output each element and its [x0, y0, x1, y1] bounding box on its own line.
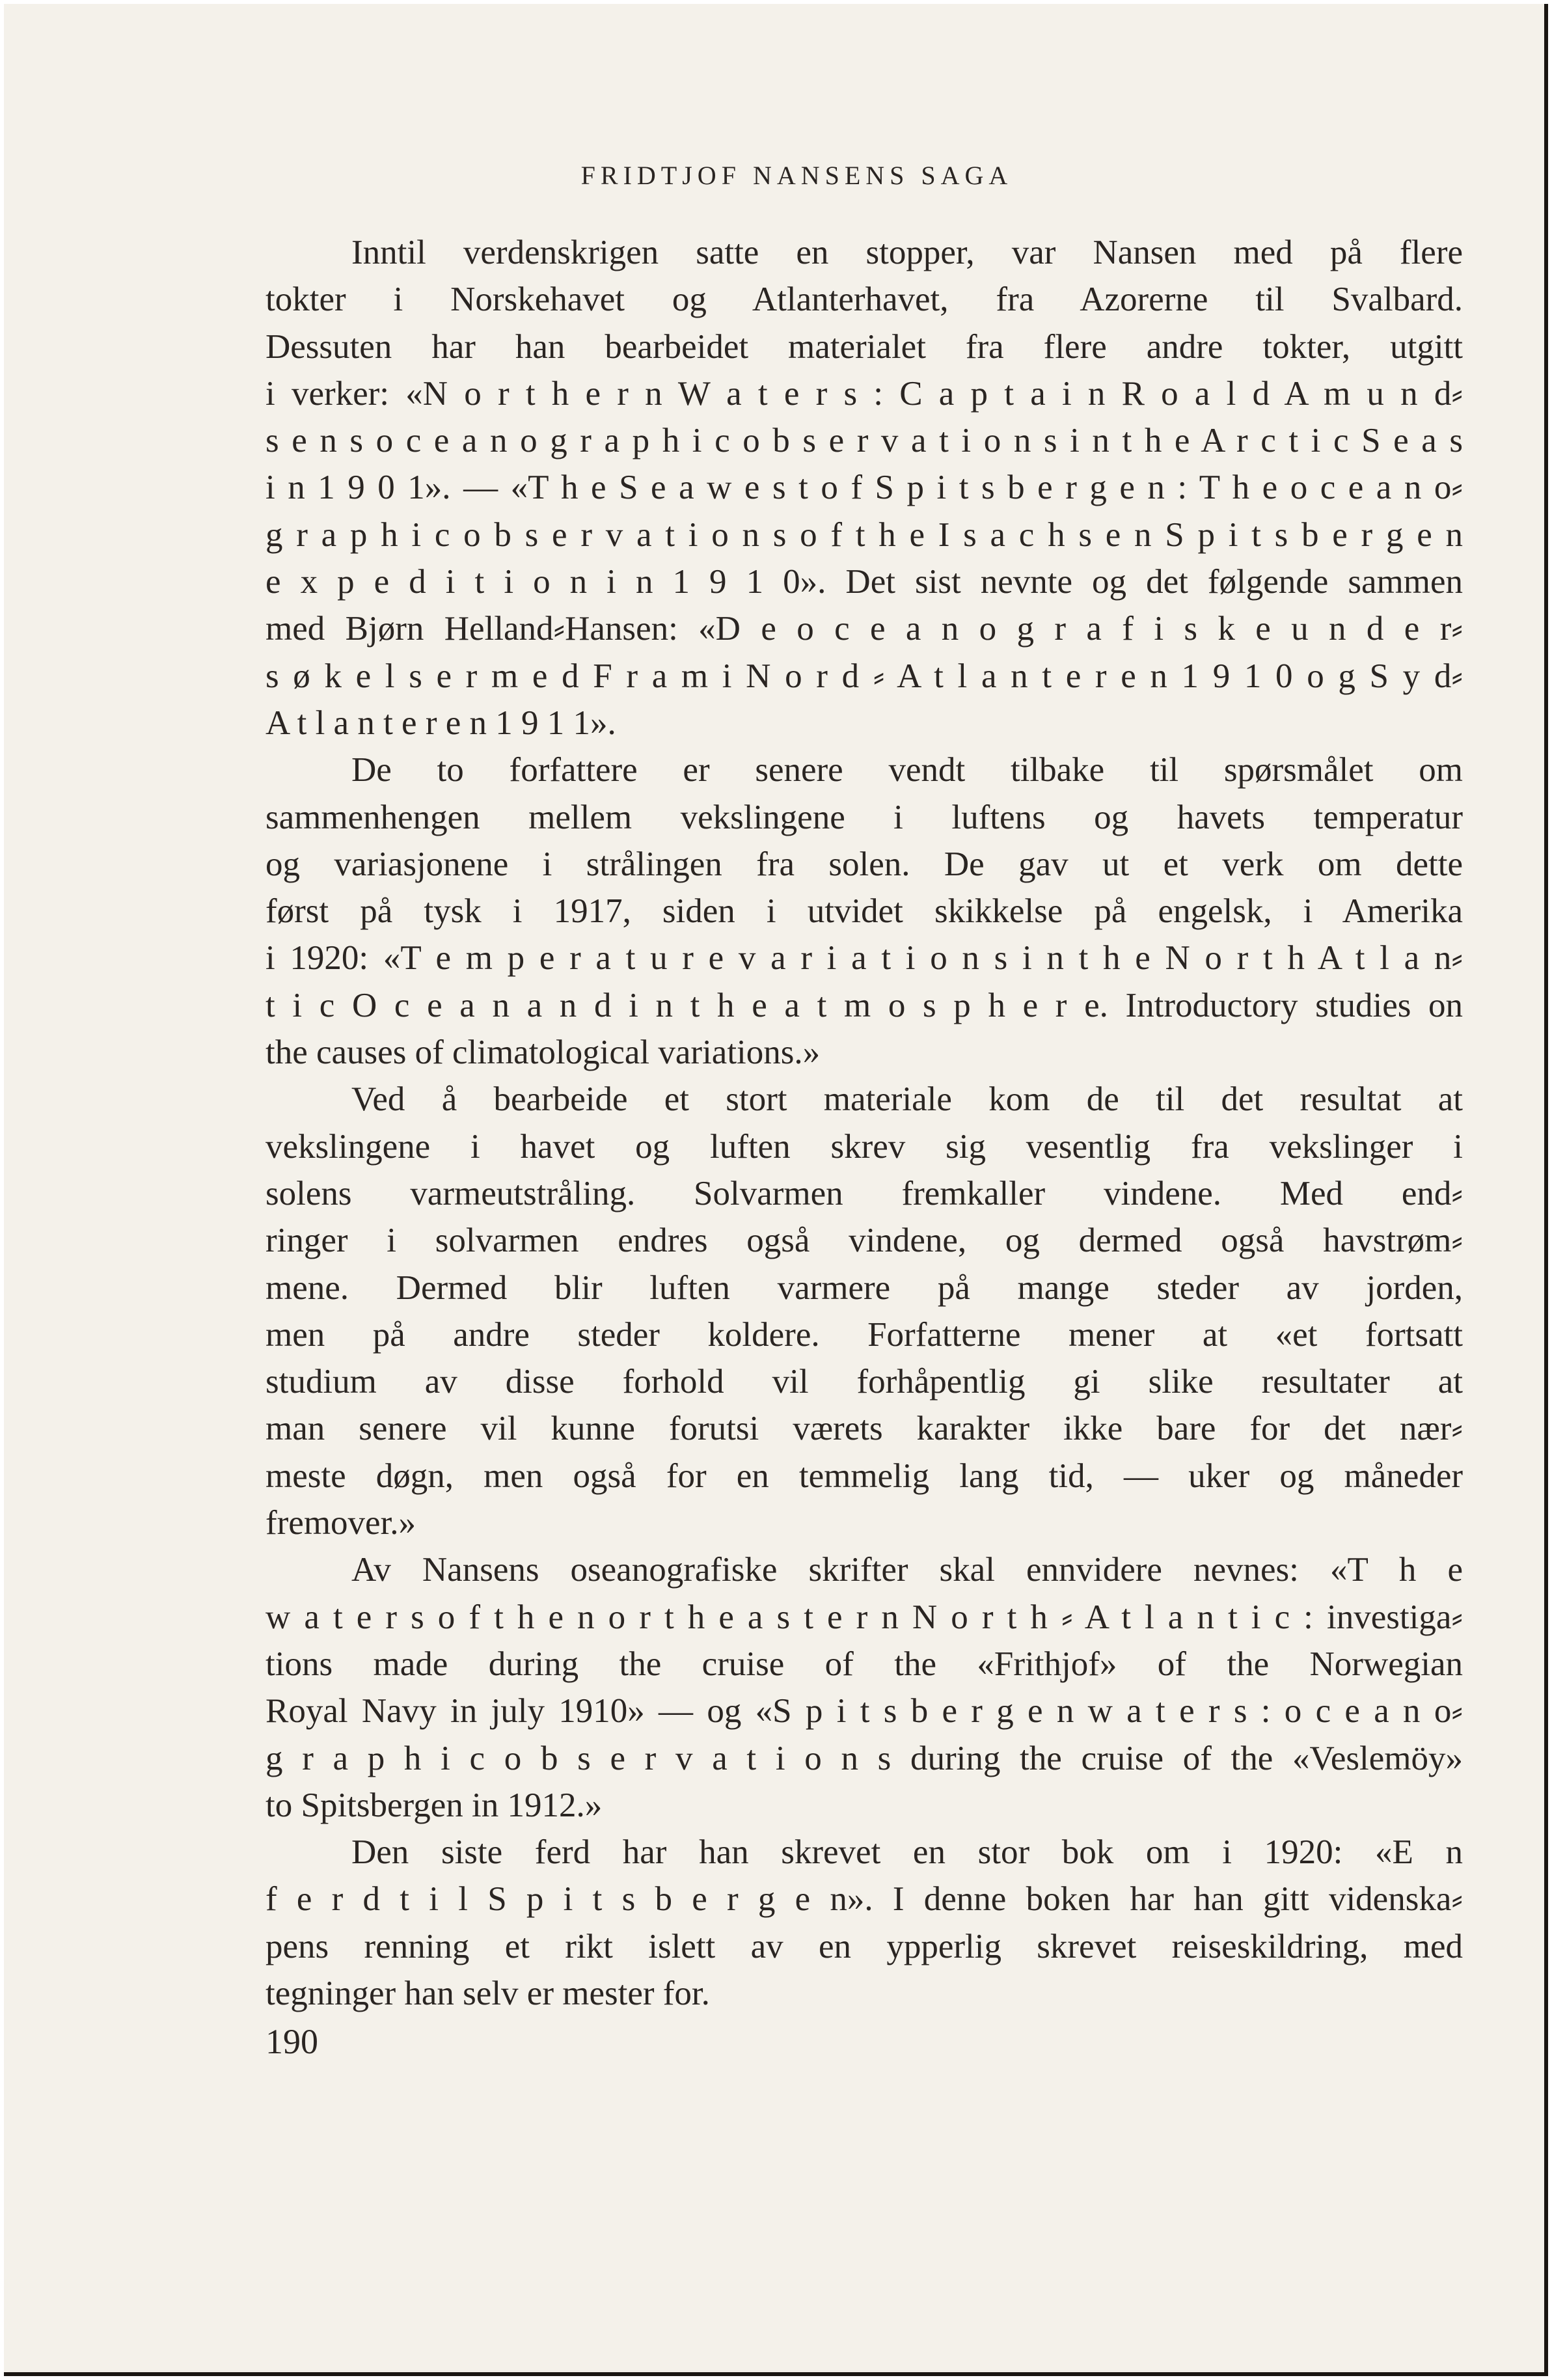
body-text — [265, 229, 1463, 2017]
text-line: f e r d t i l S p i t s b e r g e n». I denne boken har han gitt videnska⸗ — [265, 1880, 1463, 1919]
book-page — [4, 4, 1548, 2376]
text-line: De to forfattere er senere vendt tilbake til spørsmålet om — [351, 751, 1463, 789]
text-line: the causes of climatological variations.» — [265, 1033, 821, 1072]
text-line: pens renning et rikt islett av en ypperlig skrevet reiseskildring, med — [265, 1927, 1463, 1965]
text-line: først på tysk i 1917, siden i utvidet skikkelse på engelsk, i Amerika — [265, 892, 1463, 931]
text-line: Inntil verdenskrigen satte en stopper, var Nansen med på flere — [351, 234, 1463, 271]
text-line: e x p e d i t i o n i n 1 9 1 0». Det sist nevnte og det følgende sammen — [265, 563, 1463, 601]
text-line: g r a p h i c o b s e r v a t i o n s o f t h e I s a c h s e n S p i t s b e r g e n — [265, 515, 1463, 554]
text-line: i n 1 9 0 1». — «T h e S e a w e s t o f S p i t s b e r g e n : T h e o c e a n o⸗ — [265, 469, 1463, 507]
text-line: t i c O c e a n a n d i n t h e a t m o s p h e r e. Introductory studies on — [265, 986, 1463, 1024]
text-line: i 1920: «T e m p e r a t u r e v a r i a t i o n s i n t h e N o r t h A t l a n⸗ — [265, 939, 1463, 978]
text-line: tokter i Norskehavet og Atlanterhavet, fra Azorerne til Svalbard. — [265, 280, 1463, 319]
text-line: vekslingene i havet og luften skrev sig vesentlig fra vekslinger i — [265, 1127, 1463, 1166]
text-line: w a t e r s o f t h e n o r t h e a s t e r n N o r t h ⸗ A t l a n t i c : investiga⸗ — [265, 1598, 1463, 1636]
text-line: Royal Navy in july 1910» — og «S p i t s b e r g e n w a t e r s : o c e a n o⸗ — [265, 1692, 1463, 1730]
page-number: 190 — [265, 2022, 318, 2061]
text-line: Den siste ferd har han skrevet en stor bok om i 1920: «E n — [351, 1833, 1463, 1872]
text-line: to Spitsbergen in 1912.» — [265, 1786, 603, 1824]
text-line: s ø k e l s e r m e d F r a m i N o r d ⸗ A t l a n t e r e n 1 9 1 0 o g S y d⸗ — [265, 657, 1463, 695]
text-line: og variasjonene i strålingen fra solen. De gav ut et verk om dette — [265, 845, 1463, 883]
text-line: solens varmeutstråling. Solvarmen fremkaller vindene. Med end⸗ — [265, 1174, 1463, 1212]
text-line: Av Nansens oseanografiske skrifter skal ennvidere nevnes: «T h e — [351, 1551, 1463, 1589]
text-line: A t l a n t e r e n 1 9 1 1». — [265, 704, 616, 742]
text-line: tegninger han selv er mester for. — [265, 1974, 710, 2012]
text-line: studium av disse forhold vil forhåpentlig gi slike resultater at — [265, 1363, 1463, 1401]
text-line: tions made during the cruise of the «Frithjof» of the Norwegian — [265, 1645, 1463, 1683]
text-line: men på andre steder koldere. Forfatterne mener at «et fortsatt — [265, 1315, 1463, 1354]
text-line: mene. Dermed blir luften varmere på mange steder av jorden, — [265, 1268, 1463, 1307]
text-line: Ved å bearbeide et stort materiale kom de til det resultat at — [351, 1080, 1463, 1119]
text-line: i verker: «N o r t h e r n W a t e r s : C a p t a i n R o a l d A m u n d⸗ — [265, 374, 1463, 413]
text-line: med Bjørn Helland⸗Hansen: «D e o c e a n o g r a f i s k e u n d e r⸗ — [265, 610, 1463, 648]
running-head: FRIDTJOF NANSENS SAGA — [580, 161, 1013, 190]
text-line: meste døgn, men også for en temmelig lang tid, — uker og måneder — [265, 1457, 1463, 1495]
text-line: man senere vil kunne forutsi værets karakter ikke bare for det nær⸗ — [265, 1410, 1463, 1448]
text-line: ringer i solvarmen endres også vindene, og dermed også havstrøm⸗ — [265, 1222, 1463, 1260]
text-line: g r a p h i c o b s e r v a t i o n s during the cruise of the «Veslemöy» — [265, 1739, 1463, 1777]
text-line: sammenhengen mellem vekslingene i luftens og havets temperatur — [265, 798, 1463, 836]
text-line: Dessuten har han bearbeidet materialet fra flere andre tokter, utgitt — [265, 327, 1463, 366]
text-line: fremover.» — [265, 1504, 416, 1542]
text-line: s e n s o c e a n o g r a p h i c o b s e r v a t i o n s i n t h e A r c t i c S e a s — [265, 422, 1463, 460]
